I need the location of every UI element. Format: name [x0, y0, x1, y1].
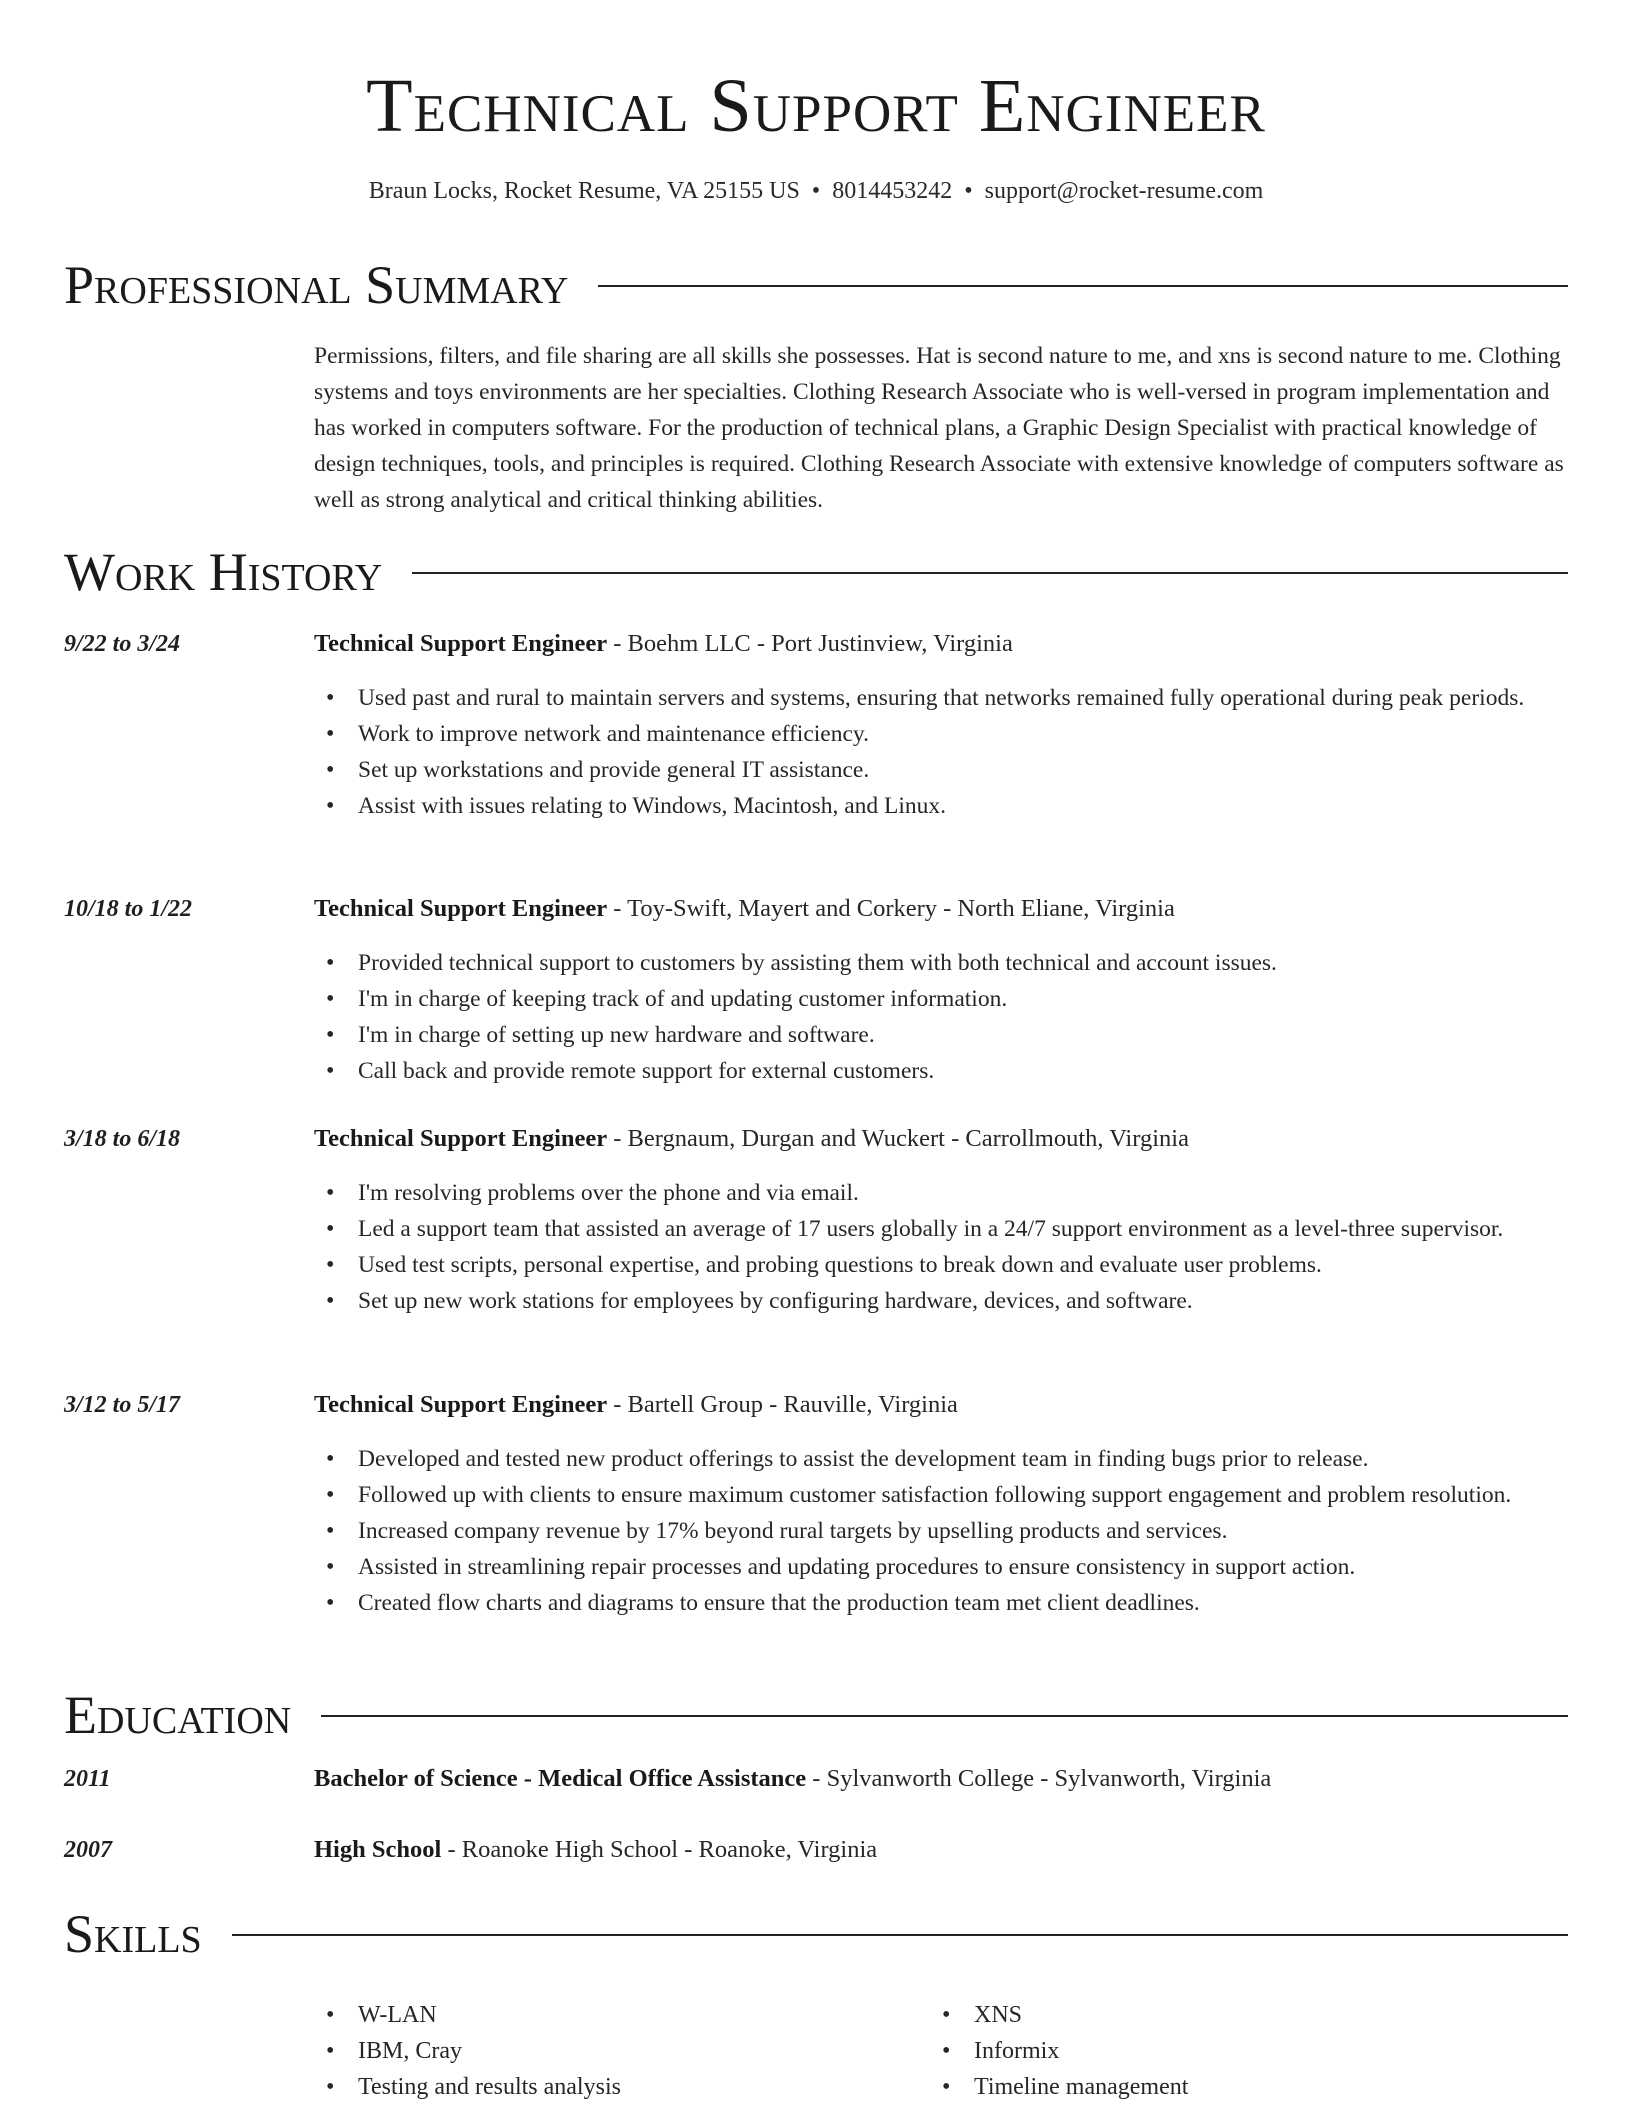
section-title: Skills: [64, 1904, 202, 1964]
job-details: - Boehm LLC - Port Justinview, Virginia: [607, 630, 1013, 657]
education-degree: Bachelor of Science - Medical Office Assistance: [314, 1765, 807, 1792]
section-title: Work History: [64, 542, 383, 602]
job-title: Technical Support Engineer: [314, 1125, 608, 1152]
job-title: Technical Support Engineer: [314, 1391, 608, 1418]
job-details: - Bergnaum, Durgan and Wuckert - Carrollmouth, Virginia: [607, 1125, 1189, 1152]
skill-item: • XNS: [930, 1997, 1490, 2033]
job-bullets: [314, 680, 1568, 824]
section-title: Professional Summary: [64, 255, 569, 315]
job-header: [314, 1121, 1568, 1157]
list-item: • Assist with issues relating to Windows, Macintosh, and Linux.: [314, 788, 1568, 824]
list-item: • I'm in charge of setting up new hardware and software.: [314, 1017, 1568, 1053]
job-bullets: [314, 945, 1568, 1089]
list-item: • Assisted in streamlining repair processes and updating procedures to ensure consistency in support action.: [314, 1549, 1568, 1585]
job-dates: 10/18 to 1/22: [64, 896, 193, 922]
section-divider: [321, 1715, 1568, 1717]
section-divider: [412, 572, 1568, 574]
section-education-header: [64, 1683, 1568, 1747]
contact-phone: 8014453242: [832, 178, 953, 204]
job-header: [314, 891, 1568, 927]
job-details: - Bartell Group - Rauville, Virginia: [607, 1391, 958, 1418]
list-item: • Set up workstations and provide general IT assistance.: [314, 752, 1568, 788]
education-degree: High School: [314, 1836, 442, 1863]
section-summary-header: [64, 253, 1568, 317]
list-item: • I'm in charge of keeping track of and updating customer information.: [314, 981, 1568, 1017]
job-details: - Toy-Swift, Mayert and Corkery - North Eliane, Virginia: [607, 895, 1175, 922]
section-work-header: [64, 540, 1568, 604]
skill-item: • Informix: [930, 2033, 1490, 2069]
list-item: • Provided technical support to customers by assisting them with both technical and account issues.: [314, 945, 1568, 981]
job-bullets: [314, 1441, 1568, 1621]
job-title: Technical Support Engineer: [314, 630, 608, 657]
education-details: - Sylvanworth College - Sylvanworth, Virginia: [806, 1765, 1272, 1792]
skills-list-left: [314, 1997, 874, 2105]
list-item: • Led a support team that assisted an average of 17 users globally in a 24/7 support environment as a level-three supervisor.: [314, 1211, 1568, 1247]
contact-separator: •: [964, 178, 973, 204]
job-bullets: [314, 1175, 1568, 1319]
job-dates: 9/22 to 3/24: [64, 631, 181, 657]
contact-address: Braun Locks, Rocket Resume, VA 25155 US: [368, 178, 800, 204]
summary-text: Permissions, filters, and file sharing are all skills she possesses. Hat is second nature to me, and xns is second nature to me. Clothing systems and toys environments are her specialties. Clothing Research Associate who is well-versed in program implementation and has worked in computers software. For the production of technical plans, a Graphic Design Specialist with practical knowledge of design techniques, tools, and principles is required. Clothing Research Associate with extensive knowledge of computers software as well as strong analytical and critical thinking abilities.: [314, 343, 1564, 513]
job-dates: 3/18 to 6/18: [64, 1126, 181, 1152]
skill-item: • W-LAN: [314, 1997, 874, 2033]
section-skills-header: [64, 1902, 1568, 1966]
skill-item: • Testing and results analysis: [314, 2069, 874, 2105]
contact-line: [0, 174, 1632, 208]
list-item: • Set up new work stations for employees by configuring hardware, devices, and software.: [314, 1283, 1568, 1319]
education-header: [314, 1832, 1568, 1868]
education-header: [314, 1761, 1568, 1797]
skill-item: • IBM, Cray: [314, 2033, 874, 2069]
job-header: [314, 1387, 1568, 1423]
contact-email: support@rocket-resume.com: [984, 178, 1264, 204]
education-details: - Roanoke High School - Roanoke, Virginia: [441, 1836, 878, 1863]
list-item: • Developed and tested new product offerings to assist the development team in finding bugs prior to release.: [314, 1441, 1568, 1477]
list-item: • Created flow charts and diagrams to ensure that the production team met client deadlines.: [314, 1585, 1568, 1621]
list-item: • Call back and provide remote support for external customers.: [314, 1053, 1568, 1089]
list-item: • Followed up with clients to ensure maximum customer satisfaction following support engagement and problem resolution.: [314, 1477, 1568, 1513]
education-year: 2011: [64, 1766, 111, 1792]
section-divider: [232, 1934, 1568, 1936]
list-item: • Work to improve network and maintenance efficiency.: [314, 716, 1568, 752]
list-item: • Used past and rural to maintain servers and systems, ensuring that networks remained fully operational during peak periods.: [314, 680, 1568, 716]
education-year: 2007: [64, 1837, 112, 1863]
section-title: Education: [64, 1685, 292, 1745]
list-item: • Used test scripts, personal expertise, and probing questions to break down and evaluate user problems.: [314, 1247, 1568, 1283]
job-title: Technical Support Engineer: [314, 895, 608, 922]
skill-item: • Timeline management: [930, 2069, 1490, 2105]
skills-list-right: [930, 1997, 1490, 2105]
job-dates: 3/12 to 5/17: [64, 1392, 181, 1418]
contact-separator: •: [811, 178, 821, 204]
list-item: • Increased company revenue by 17% beyond rural targets by upselling products and services.: [314, 1513, 1568, 1549]
job-header: [314, 626, 1568, 662]
section-divider: [598, 285, 1568, 287]
resume-name: Technical Support Engineer: [366, 64, 1266, 148]
list-item: • I'm resolving problems over the phone and via email.: [314, 1175, 1568, 1211]
